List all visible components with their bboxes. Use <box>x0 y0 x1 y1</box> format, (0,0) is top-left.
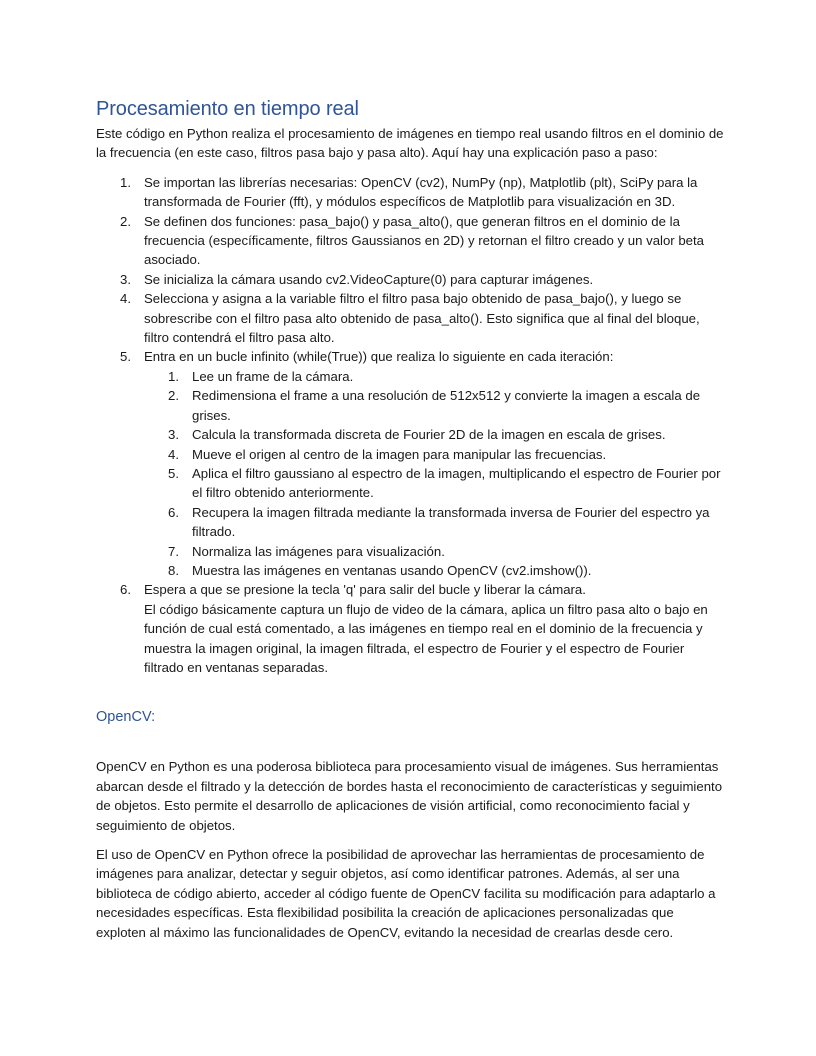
sublist-item <box>168 561 726 580</box>
list-item-text: Se importan las librerías necesarias: OpenCV (cv2), NumPy (np), Matplotlib (plt), SciPy para la transformada de Fourier (fft), y módulos específicos de Matplotlib para visualización en 3D. <box>144 174 698 210</box>
intro-paragraph: Este código en Python realiza el procesamiento de imágenes en tiempo real usando filtros en el dominio de la frecuencia (en este caso, filtros pasa bajo y pasa alto). Aquí hay una explicación paso a paso: <box>96 126 724 161</box>
list-item-text: Espera a que se presione la tecla 'q' para salir del bucle y liberar la cámara. <box>144 582 586 598</box>
list-item <box>120 580 726 677</box>
sublist-item-text: Muestra las imágenes en ventanas usando OpenCV (cv2.imshow()). <box>192 562 592 578</box>
sublist-item <box>168 464 726 503</box>
opencv-paragraph-2: El uso de OpenCV en Python ofrece la posibilidad de aprovechar las herramientas de procesamiento de imágenes para analizar, detectar y seguir objetos, así como identificar patrones. Además, al ser una biblioteca de código abierto, acceder al código fuente de OpenCV facilita su modificación para adaptarlo a necesidades específicas. Esta flexibilidad posibilita la creación de aplicaciones personalizadas que exploten al máximo las funcionalidades de OpenCV, evitando la necesidad de crearlas desde cero. <box>96 847 716 940</box>
sublist-item <box>168 367 726 386</box>
sublist-number: 3. <box>168 427 179 443</box>
sublist-number: 4. <box>168 446 179 462</box>
summary-paragraph: El código básicamente captura un flujo de video de la cámara, aplica un filtro pasa alto o bajo en función de cual está comentado, a las imágenes en tiempo real en el dominio de la frecuencia y muestra la imagen original, la imagen filtrada, el espectro de Fourier y el espectro de Fourier filtrado en ventanas separadas. <box>144 601 708 675</box>
list-number: 3. <box>120 271 131 287</box>
document-page <box>96 96 726 942</box>
opencv-paragraph-1: OpenCV en Python es una poderosa biblioteca para procesamiento visual de imágenes. Sus herramientas abarcan desde el filtrado y la detección de bordes hasta el reconocimiento de características y seguimiento de objetos. Esto permite el desarrollo de aplicaciones de visión artificial, como reconocimiento facial y seguimiento de objetos. <box>96 759 723 833</box>
list-item-text: Se definen dos funciones: pasa_bajo() y pasa_alto(), que generan filtros en el dominio de la frecuencia (específicamente, filtros Gaussianos en 2D) y retornan el filtro creado y un valor beta asociado. <box>144 213 705 268</box>
list-number: 4. <box>120 291 131 307</box>
sublist-item <box>168 425 726 444</box>
section-heading-opencv: OpenCV: <box>96 709 156 726</box>
page-title: Procesamiento en tiempo real <box>96 98 359 120</box>
sublist-number: 8. <box>168 562 179 578</box>
sublist-item-text: Redimensiona el frame a una resolución de 512x512 y convierte la imagen a escala de grises. <box>192 388 701 423</box>
steps-list <box>96 173 726 678</box>
sublist-number: 2. <box>168 388 179 404</box>
list-number: 5. <box>120 349 131 365</box>
sublist-number: 7. <box>168 543 179 559</box>
sublist-number: 6. <box>168 504 179 520</box>
list-item <box>120 289 726 347</box>
sublist-item-text: Normaliza las imágenes para visualización. <box>192 543 445 559</box>
list-item <box>120 347 726 580</box>
list-item <box>120 173 726 212</box>
sublist-item-text: Lee un frame de la cámara. <box>192 368 354 384</box>
list-item-text: Entra en un bucle infinito (while(True)) que realiza lo siguiente en cada iteración: <box>144 349 614 365</box>
sublist-item <box>168 503 726 542</box>
list-item <box>120 270 726 289</box>
sublist-item <box>168 542 726 561</box>
sublist-item-text: Calcula la transformada discreta de Fourier 2D de la imagen en escala de grises. <box>192 427 666 443</box>
list-item <box>120 212 726 270</box>
sublist-item-text: Aplica el filtro gaussiano al espectro de la imagen, multiplicando el espectro de Fourier por el filtro obtenido anteriormente. <box>192 465 721 501</box>
sublist-item <box>168 445 726 464</box>
sublist-item-text: Recupera la imagen filtrada mediante la transformada inversa de Fourier del espectro ya filtrado. <box>192 504 710 540</box>
sublist-number: 1. <box>168 368 179 384</box>
sublist-item-text: Mueve el origen al centro de la imagen para manipular las frecuencias. <box>192 446 607 462</box>
list-number: 1. <box>120 174 131 190</box>
substeps-list <box>144 367 726 580</box>
list-item-text: Se inicializa la cámara usando cv2.VideoCapture(0) para capturar imágenes. <box>144 271 594 287</box>
sublist-item <box>168 386 726 425</box>
sublist-number: 5. <box>168 465 179 481</box>
list-number: 2. <box>120 213 131 229</box>
list-number: 6. <box>120 582 131 598</box>
list-item-text: Selecciona y asigna a la variable filtro el filtro pasa bajo obtenido de pasa_bajo(), y luego se sobrescribe con el filtro pasa alto obtenido de pasa_alto(). Esto significa que al final del bloque, filtro contendrá el filtro pasa alto. <box>144 291 700 346</box>
